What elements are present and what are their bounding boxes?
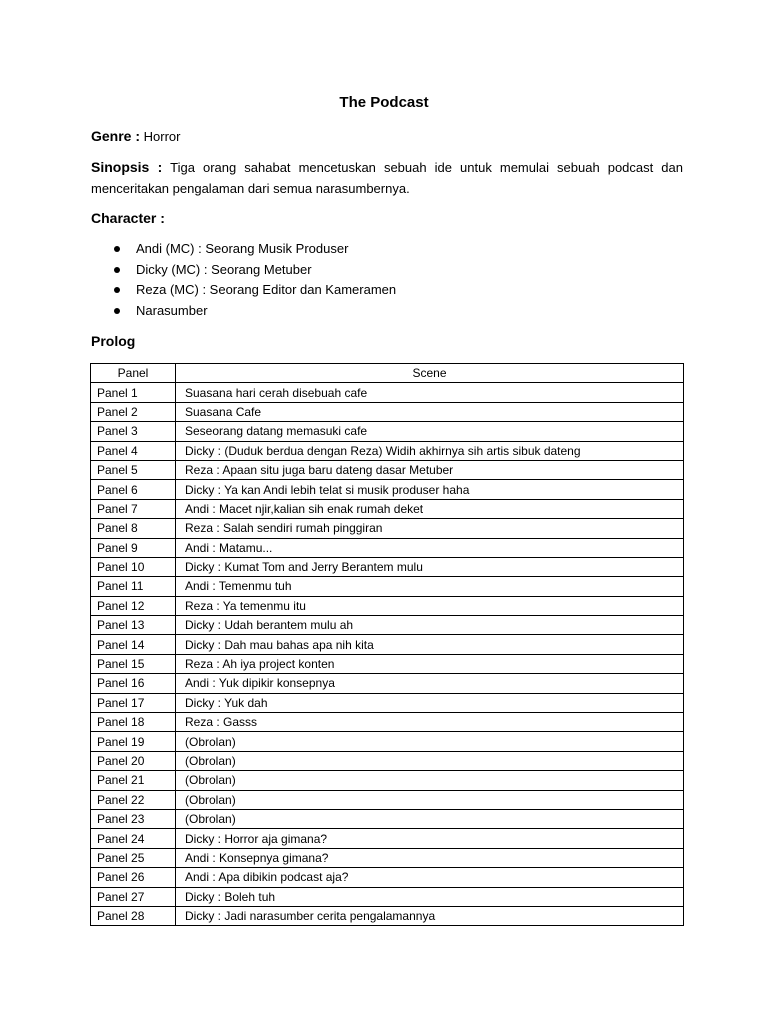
scene-cell: Andi : Matamu... [176, 538, 684, 557]
table-row [91, 499, 684, 518]
scene-cell: (Obrolan) [176, 809, 684, 828]
panel-cell: Panel 21 [91, 771, 176, 790]
scene-cell: (Obrolan) [176, 732, 684, 751]
table-row [91, 460, 684, 479]
panel-cell: Panel 4 [91, 441, 176, 460]
table-row [91, 693, 684, 712]
prolog-table [90, 363, 684, 926]
bullet-icon [114, 267, 120, 273]
table-row [91, 441, 684, 460]
panel-cell: Panel 14 [91, 635, 176, 654]
scene-cell: Seseorang datang memasuki cafe [176, 422, 684, 441]
character-heading [91, 208, 683, 229]
prolog-heading [91, 331, 683, 352]
panel-cell: Panel 3 [91, 422, 176, 441]
table-row [91, 654, 684, 673]
scene-cell: Reza : Salah sendiri rumah pinggiran [176, 519, 684, 538]
character-list-item [114, 280, 396, 301]
scene-cell: Andi : Macet njir,kalian sih enak rumah deket [176, 499, 684, 518]
synopsis-text: Tiga orang sahabat mencetuskan sebuah ide untuk memulai sebuah podcast dan menceritakan pengalaman dari semua narasumbernya. [91, 160, 683, 196]
scene-cell: (Obrolan) [176, 771, 684, 790]
panel-cell: Panel 7 [91, 499, 176, 518]
panel-cell: Panel 23 [91, 809, 176, 828]
synopsis-label: Sinopsis : [91, 159, 163, 175]
table-row [91, 868, 684, 887]
document-title: The Podcast [339, 94, 429, 111]
panel-cell: Panel 6 [91, 480, 176, 499]
scene-cell: Dicky : Kumat Tom and Jerry Berantem mulu [176, 557, 684, 576]
scene-cell: Dicky : Horror aja gimana? [176, 829, 684, 848]
synopsis-paragraph [91, 157, 683, 199]
bullet-icon [114, 287, 120, 293]
panel-cell: Panel 15 [91, 654, 176, 673]
character-list-item [114, 260, 396, 281]
table-row [91, 480, 684, 499]
scene-cell: Andi : Temenmu tuh [176, 577, 684, 596]
table-row [91, 771, 684, 790]
character-item-text: Narasumber [136, 302, 208, 318]
scene-cell: Andi : Konsepnya gimana? [176, 848, 684, 867]
panel-cell: Panel 10 [91, 557, 176, 576]
table-row [91, 809, 684, 828]
character-label: Character : [91, 210, 165, 226]
panel-cell: Panel 22 [91, 790, 176, 809]
table-row [91, 732, 684, 751]
table-row [91, 616, 684, 635]
table-row [91, 790, 684, 809]
scene-cell: Dicky : Ya kan Andi lebih telat si musik produser haha [176, 480, 684, 499]
table-row [91, 674, 684, 693]
scene-cell: Suasana Cafe [176, 402, 684, 421]
panel-cell: Panel 25 [91, 848, 176, 867]
column-header-scene: Scene [176, 364, 684, 383]
scene-cell: Reza : Apaan situ juga baru dateng dasar Metuber [176, 460, 684, 479]
panel-cell: Panel 16 [91, 674, 176, 693]
panel-cell: Panel 12 [91, 596, 176, 615]
table-row [91, 887, 684, 906]
prolog-label: Prolog [91, 333, 136, 349]
table-row [91, 596, 684, 615]
panel-cell: Panel 5 [91, 460, 176, 479]
scene-cell: Dicky : Boleh tuh [176, 887, 684, 906]
table-row [91, 422, 684, 441]
scene-cell: Andi : Yuk dipikir konsepnya [176, 674, 684, 693]
scene-cell: Dicky : Yuk dah [176, 693, 684, 712]
table-body [91, 383, 684, 926]
scene-cell: (Obrolan) [176, 751, 684, 770]
panel-cell: Panel 27 [91, 887, 176, 906]
bullet-icon [114, 246, 120, 252]
panel-cell: Panel 20 [91, 751, 176, 770]
table-row [91, 577, 684, 596]
scene-cell: Reza : Ya temenmu itu [176, 596, 684, 615]
genre-value: Horror [143, 129, 181, 144]
table-row [91, 519, 684, 538]
panel-cell: Panel 19 [91, 732, 176, 751]
scene-cell: Dicky : Udah berantem mulu ah [176, 616, 684, 635]
table-row [91, 635, 684, 654]
scene-cell: Suasana hari cerah disebuah cafe [176, 383, 684, 402]
scene-cell: Dicky : (Duduk berdua dengan Reza) Widih akhirnya sih artis sibuk dateng [176, 441, 684, 460]
table-header-row [91, 364, 684, 383]
table-row [91, 713, 684, 732]
table-row [91, 402, 684, 421]
panel-cell: Panel 2 [91, 402, 176, 421]
bullet-icon [114, 308, 120, 314]
scene-cell: Reza : Gasss [176, 713, 684, 732]
scene-cell: Andi : Apa dibikin podcast aja? [176, 868, 684, 887]
character-item-text: Reza (MC) : Seorang Editor dan Kameramen [136, 282, 397, 298]
table-row [91, 829, 684, 848]
table-row [91, 751, 684, 770]
character-list [114, 239, 396, 321]
genre-line [91, 126, 683, 147]
panel-cell: Panel 18 [91, 713, 176, 732]
genre-label: Genre : [91, 128, 141, 144]
column-header-panel: Panel [91, 364, 176, 383]
table-row [91, 906, 684, 925]
scene-cell: (Obrolan) [176, 790, 684, 809]
panel-cell: Panel 8 [91, 519, 176, 538]
character-list-item [114, 301, 396, 322]
panel-cell: Panel 17 [91, 693, 176, 712]
character-item-text: Andi (MC) : Seorang Musik Produser [136, 241, 349, 256]
panel-cell: Panel 11 [91, 577, 176, 596]
character-item-text: Dicky (MC) : Seorang Metuber [136, 261, 312, 277]
panel-cell: Panel 1 [91, 383, 176, 402]
panel-cell: Panel 26 [91, 868, 176, 887]
scene-cell: Dicky : Jadi narasumber cerita pengalamannya [176, 906, 684, 925]
scene-cell: Reza : Ah iya project konten [176, 654, 684, 673]
table-row [91, 383, 684, 402]
panel-cell: Panel 28 [91, 906, 176, 925]
table-row [91, 557, 684, 576]
panel-cell: Panel 24 [91, 829, 176, 848]
table-row [91, 538, 684, 557]
table-row [91, 848, 684, 867]
scene-cell: Dicky : Dah mau bahas apa nih kita [176, 635, 684, 654]
panel-cell: Panel 9 [91, 538, 176, 557]
character-list-item [114, 239, 396, 260]
panel-cell: Panel 13 [91, 616, 176, 635]
